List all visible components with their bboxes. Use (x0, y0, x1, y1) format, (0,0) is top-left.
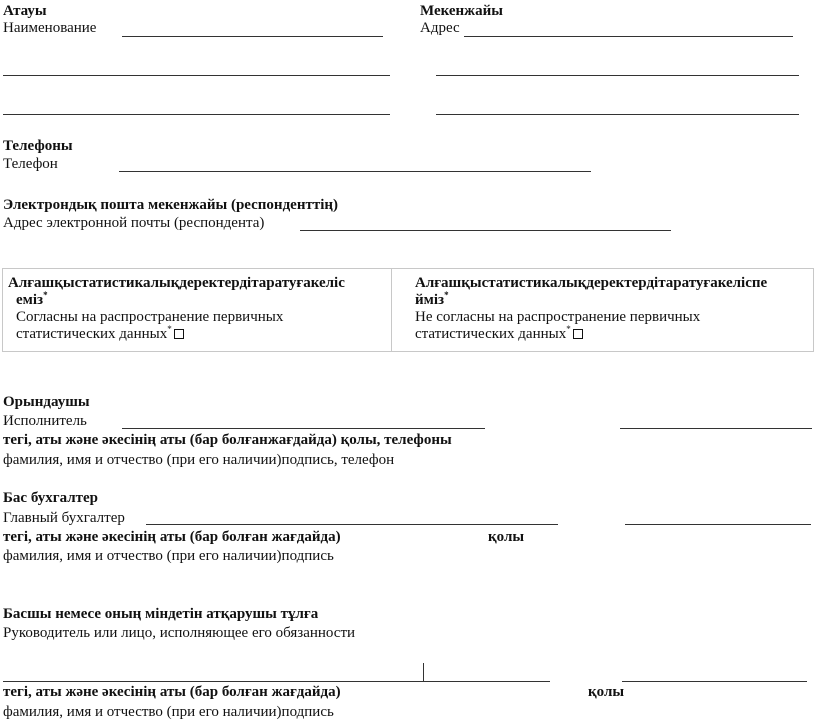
address-field-line-1[interactable] (464, 36, 793, 37)
executor-caption-ru: фамилия, имя и отчество (при его наличии)подпись, телефон (3, 452, 395, 468)
chief-accountant-caption-ru: фамилия, имя и отчество (при его наличии)подпись (3, 548, 334, 564)
name-label-ru: Наименование (3, 20, 97, 36)
consent-agree-checkbox[interactable] (174, 329, 184, 339)
name-field-line-1[interactable] (122, 36, 383, 37)
executor-label-ru: Исполнитель (3, 413, 87, 429)
executor-caption-kz: тегі, аты және әкесінің аты (бар болғанжағдайда) қолы, телефоны (3, 432, 452, 448)
chief-accountant-signature-field-line[interactable] (625, 524, 811, 525)
executor-signature-field-line[interactable] (620, 428, 812, 429)
address-label-ru: Адрес (420, 20, 460, 36)
executor-name-field-line[interactable] (122, 428, 485, 429)
head-caption-ru: фамилия, имя и отчество (при его наличии)подпись (3, 704, 334, 720)
address-field-line-2[interactable] (436, 75, 799, 76)
consent-agree-label-ru: Согласны на распространение первичных статистических данных* (16, 309, 284, 342)
chief-accountant-label-ru: Главный бухгалтер (3, 510, 125, 526)
email-field-line[interactable] (300, 230, 671, 231)
address-title-kz: Мекенжайы (420, 3, 503, 19)
head-signature-field-line[interactable] (622, 681, 807, 682)
consent-disagree-title-kz: Алғашқыстатистикалықдеректердітаратуғакеліспе йміз* (415, 275, 768, 308)
phone-label-ru: Телефон (3, 156, 58, 172)
phone-title-kz: Телефоны (3, 138, 73, 154)
name-field-line-3[interactable] (3, 114, 390, 115)
executor-title-kz: Орындаушы (3, 394, 90, 410)
consent-disagree-cell (415, 275, 810, 343)
chief-accountant-caption-kz-name: тегі, аты және әкесінің аты (бар болған жағдайда) (3, 529, 341, 545)
head-label-ru: Руководитель или лицо, исполняющее его обязанности (3, 625, 356, 641)
consent-disagree-checkbox[interactable] (573, 329, 583, 339)
consent-table-divider (391, 269, 392, 351)
head-caption-kz-sign: қолы (588, 684, 625, 700)
address-field-line-3[interactable] (436, 114, 799, 115)
chief-accountant-title-kz: Бас бухгалтер (3, 490, 98, 506)
head-name-field-line[interactable] (3, 681, 550, 682)
name-title-kz: Атауы (3, 3, 47, 19)
chief-accountant-name-field-line[interactable] (146, 524, 558, 525)
phone-field-line[interactable] (119, 171, 591, 172)
chief-accountant-caption-kz-sign: қолы (488, 529, 525, 545)
head-title-kz: Басшы немесе оның міндетін атқарушы тұлға (3, 606, 319, 622)
email-label-ru: Адрес электронной почты (респондента) (3, 215, 265, 231)
head-caption-kz-name: тегі, аты және әкесінің аты (бар болған жағдайда) (3, 684, 341, 700)
consent-agree-cell (8, 275, 388, 343)
text-cursor (423, 663, 424, 681)
email-title-kz: Электрондық пошта мекенжайы (респонденттің) (3, 197, 339, 213)
consent-table (2, 268, 814, 352)
name-field-line-2[interactable] (3, 75, 390, 76)
consent-disagree-label-ru: Не согласны на распространение первичных статистических данных* (415, 309, 701, 342)
consent-agree-title-kz: Алғашқыстатистикалықдеректердітаратуғакеліс еміз* (8, 275, 345, 308)
